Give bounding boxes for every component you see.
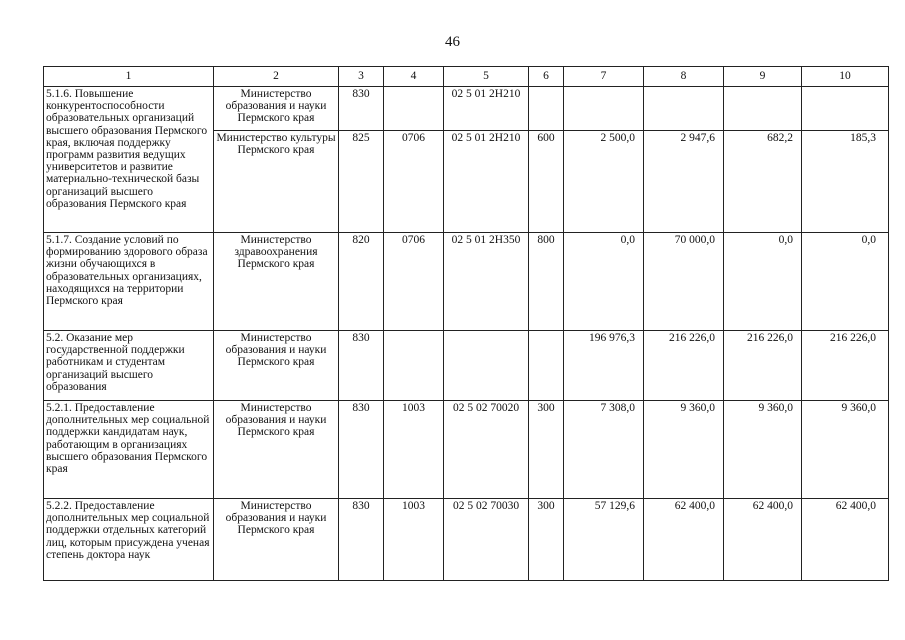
- value-9-cell: [724, 87, 802, 131]
- page-number: 46: [445, 34, 460, 50]
- code-6-cell: 300: [529, 499, 564, 581]
- measure-name-cell: 5.2. Оказание мер государственной поддержки работникам и студентам организаций высшего образования: [44, 331, 214, 401]
- table-row: [44, 499, 889, 581]
- value-9-cell: 682,2: [724, 131, 802, 233]
- value-9-cell: 216 226,0: [724, 331, 802, 401]
- value-9-cell: 9 360,0: [724, 401, 802, 499]
- code-4-cell: 0706: [384, 233, 444, 331]
- code-5-cell: 02 5 01 2H350: [444, 233, 529, 331]
- code-4-cell: [384, 87, 444, 131]
- value-10-cell: 9 360,0: [802, 401, 889, 499]
- header-cell: 2: [214, 67, 339, 87]
- value-8-cell: 2 947,6: [644, 131, 724, 233]
- header-cell: 3: [339, 67, 384, 87]
- header-cell: 7: [564, 67, 644, 87]
- value-10-cell: 0,0: [802, 233, 889, 331]
- value-8-cell: 216 226,0: [644, 331, 724, 401]
- value-10-cell: 62 400,0: [802, 499, 889, 581]
- value-8-cell: 9 360,0: [644, 401, 724, 499]
- value-7-cell: [564, 87, 644, 131]
- executor-cell: Министерство образования и науки Пермского края: [214, 331, 339, 401]
- code-6-cell: [529, 87, 564, 131]
- code-5-cell: 02 5 02 70020: [444, 401, 529, 499]
- value-8-cell: 62 400,0: [644, 499, 724, 581]
- value-7-cell: 196 976,3: [564, 331, 644, 401]
- code-3-cell: 820: [339, 233, 384, 331]
- header-cell: 8: [644, 67, 724, 87]
- header-cell: 10: [802, 67, 889, 87]
- header-row: [44, 67, 889, 87]
- header-cell: 6: [529, 67, 564, 87]
- executor-cell: Министерство здравоохранения Пермского края: [214, 233, 339, 331]
- code-5-cell: 02 5 01 2H210: [444, 131, 529, 233]
- value-8-cell: 70 000,0: [644, 233, 724, 331]
- code-6-cell: 800: [529, 233, 564, 331]
- code-3-cell: 830: [339, 401, 384, 499]
- code-3-cell: 830: [339, 499, 384, 581]
- value-10-cell: [802, 87, 889, 131]
- header-cell: 1: [44, 67, 214, 87]
- header-cell: 5: [444, 67, 529, 87]
- value-8-cell: [644, 87, 724, 131]
- value-9-cell: 62 400,0: [724, 499, 802, 581]
- code-4-cell: [384, 331, 444, 401]
- table-row: [44, 87, 889, 131]
- executor-cell: Министерство культуры Пермского края: [214, 131, 339, 233]
- measure-name-cell: 5.1.7. Создание условий по формированию здорового образа жизни обучающихся в образовательных организациях, находящихся на территории Пермского края: [44, 233, 214, 331]
- code-5-cell: 02 5 01 2H210: [444, 87, 529, 131]
- budget-table: [43, 66, 889, 581]
- table-row: [44, 401, 889, 499]
- code-4-cell: 0706: [384, 131, 444, 233]
- table-row: [44, 233, 889, 331]
- header-cell: 9: [724, 67, 802, 87]
- measure-name-cell: 5.2.2. Предоставление дополнительных мер социальной поддержки отдельных категорий лиц, которым присуждена ученая степень доктора наук: [44, 499, 214, 581]
- value-7-cell: 7 308,0: [564, 401, 644, 499]
- code-6-cell: [529, 331, 564, 401]
- code-5-cell: 02 5 02 70030: [444, 499, 529, 581]
- executor-cell: Министерство образования и науки Пермского края: [214, 87, 339, 131]
- code-3-cell: 825: [339, 131, 384, 233]
- value-9-cell: 0,0: [724, 233, 802, 331]
- measure-name-cell: 5.2.1. Предоставление дополнительных мер социальной поддержки кандидатам наук, работающим в организациях высшего образования Пермского края: [44, 401, 214, 499]
- executor-cell: Министерство образования и науки Пермского края: [214, 499, 339, 581]
- header-cell: 4: [384, 67, 444, 87]
- value-10-cell: 185,3: [802, 131, 889, 233]
- code-3-cell: 830: [339, 87, 384, 131]
- value-7-cell: 2 500,0: [564, 131, 644, 233]
- code-6-cell: 600: [529, 131, 564, 233]
- code-3-cell: 830: [339, 331, 384, 401]
- value-7-cell: 57 129,6: [564, 499, 644, 581]
- code-4-cell: 1003: [384, 499, 444, 581]
- value-10-cell: 216 226,0: [802, 331, 889, 401]
- executor-cell: Министерство образования и науки Пермского края: [214, 401, 339, 499]
- code-5-cell: [444, 331, 529, 401]
- measure-name-cell: 5.1.6. Повышение конкурентоспособности образовательных организаций высшего образования Пермского края, включая поддержку программ развития ведущих университетов и развитие материально-технической базы организаций высшего образования Пермского края: [44, 87, 214, 233]
- code-4-cell: 1003: [384, 401, 444, 499]
- value-7-cell: 0,0: [564, 233, 644, 331]
- table-row: [44, 331, 889, 401]
- code-6-cell: 300: [529, 401, 564, 499]
